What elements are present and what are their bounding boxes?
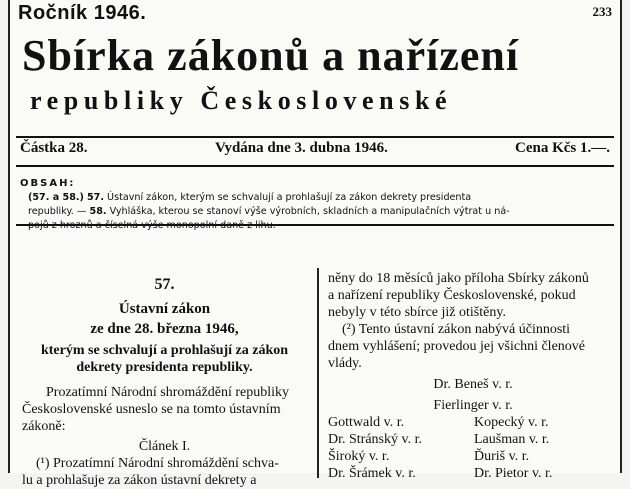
intro-line-1: Prozatímní Národní shromáždění republiky (46, 385, 289, 400)
article-heading: Článek I. (138, 439, 191, 454)
law-type: Ústavní zákon (118, 301, 211, 317)
signature-right: Dr. Pietor v. r. (474, 466, 553, 481)
article-para-1: (¹) Prozatímní Národní shromáždění schva- (36, 456, 279, 471)
contents-ref: (57. a 58.) (28, 192, 84, 203)
signature-benes: Dr. Beneš v. r. (433, 377, 513, 392)
signature-left: Dr. Stránský v. r. (328, 432, 422, 447)
column-divider (317, 268, 319, 478)
intro-line-2: Československé usneslo se na tomto ústavním (22, 402, 281, 417)
law-subject-2: dekrety presidenta republiky. (76, 360, 253, 375)
law-date: ze dne 28. března 1946, (90, 321, 239, 337)
contents-line-2-pre: republiky. — (28, 206, 87, 217)
signature-left: Dr. Šrámek v. r. (328, 466, 416, 481)
signature-row (328, 414, 618, 431)
header-rule (16, 136, 614, 138)
law-subject-1: kterým se schvalují a prohlašují za zákon (40, 343, 289, 358)
volume-year: Ročník 1946. (18, 2, 147, 24)
right-column (328, 270, 618, 482)
signature-left: Široký v. r. (328, 449, 390, 464)
contents-heading: OBSAH: (20, 178, 76, 189)
signature-row (328, 448, 618, 465)
issue-part: Částka 28. (20, 140, 88, 156)
contents-line-3 (20, 219, 610, 233)
signature-row (328, 431, 618, 448)
left-column (22, 274, 307, 489)
gazette-subtitle: republiky Československé (30, 86, 453, 115)
issue-price: Cena Kčs 1.—. (515, 140, 610, 156)
contents-rule (16, 224, 614, 226)
meta-rule (16, 165, 614, 167)
signature-right: Ďuriš v. r. (474, 449, 530, 464)
right-line-3: nebyly v této sbírce již otištěny. (328, 305, 506, 320)
issue-meta (20, 140, 610, 162)
gazette-page (8, 0, 622, 488)
right-line-1: něny do 18 měsíců jako příloha Sbírky zákonů (328, 271, 589, 286)
right-line-2: a nařízení republiky Československé, pokud (328, 288, 576, 303)
header-top (10, 0, 620, 24)
gazette-title: Sbírka zákonů a nařízení (22, 31, 520, 80)
right-para-2: dnem vyhlášení; provedou jej všichni členové (328, 339, 585, 354)
signature-fierlinger: Fierlinger v. r. (433, 398, 513, 413)
law-number: 57. (154, 276, 175, 293)
contents-text-57: Ústavní zákon, kterým se schvalují a prohlašují za zákon dekrety presidenta (107, 192, 472, 203)
contents-num-57: 57. (86, 192, 104, 203)
contents-line-2 (20, 205, 610, 219)
issue-date: Vydána dne 3. dubna 1946. (215, 140, 388, 156)
signature-row (328, 465, 618, 482)
signature-right: Laušman v. r. (474, 432, 550, 447)
contents-num-58: 58. (89, 206, 107, 217)
article-para-2: lu a prohlašuje za zákon ústavní dekrety a (22, 473, 257, 488)
contents-line-1 (20, 191, 610, 205)
signature-right: Kopecký v. r. (474, 415, 549, 430)
intro-line-3: zákoně: (22, 419, 66, 434)
right-para-3: vlády. (328, 356, 362, 371)
contents-text-58: Vyhláška, kterou se stanoví výše výrobních, skladních a manipulačních výtrat u ná- (109, 206, 510, 217)
page-number: 233 (592, 4, 612, 19)
signature-left: Gottwald v. r. (328, 415, 405, 430)
right-para-1: (²) Tento ústavní zákon nabývá účinnosti (342, 322, 571, 337)
